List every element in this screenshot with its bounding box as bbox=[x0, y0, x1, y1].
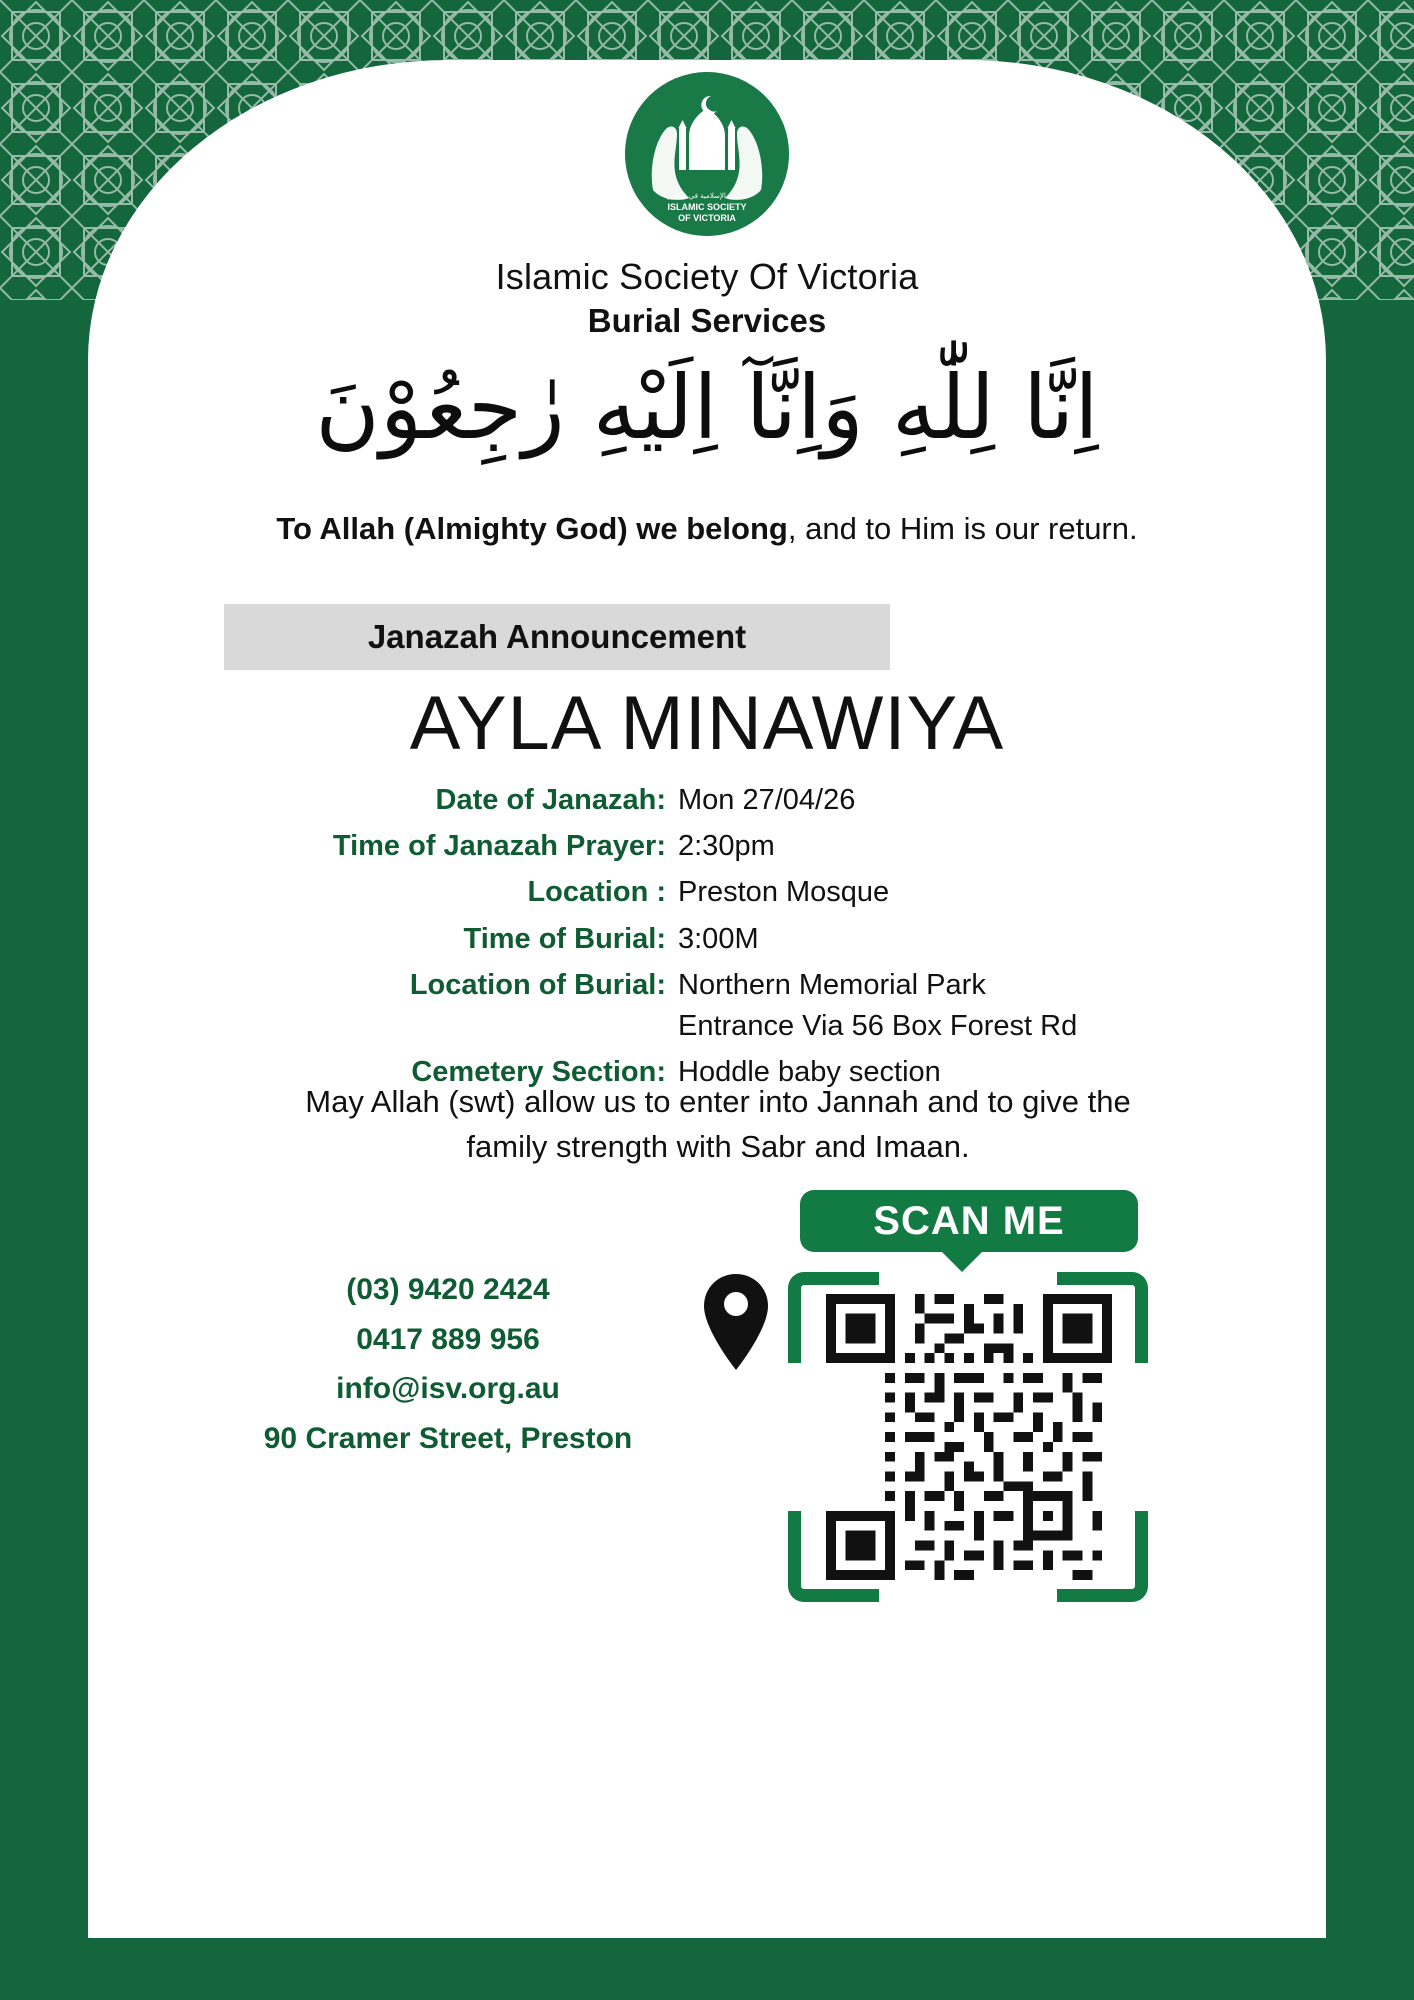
dua-text: May Allah (swt) allow us to enter into Jannah and to give the family strength with Sabr and Imaan. bbox=[305, 1084, 1131, 1164]
isv-logo bbox=[625, 72, 789, 236]
banner-label: Janazah Announcement bbox=[367, 618, 747, 655]
contact-email[interactable]: info@isv.org.au bbox=[336, 1372, 560, 1405]
qr-frame bbox=[788, 1272, 1148, 1602]
contact-phone-primary[interactable]: (03) 9420 2424 bbox=[346, 1273, 550, 1306]
verse-translation-rest: , and to Him is our return. bbox=[787, 511, 1138, 546]
verse-translation-bold: To Allah (Almighty God) we belong bbox=[276, 511, 788, 546]
verse-translation bbox=[198, 507, 1216, 551]
detail-label-cemetery-section: Cemetery Section: bbox=[411, 1056, 666, 1089]
scan-me-label: SCAN ME bbox=[873, 1198, 1065, 1243]
detail-label-location: Location : bbox=[527, 876, 666, 909]
map-pin-icon bbox=[700, 1272, 772, 1372]
service-subtitle: Burial Services bbox=[587, 302, 827, 339]
detail-value-location: Preston Mosque bbox=[678, 876, 890, 909]
svg-text:OF VICTORIA: OF VICTORIA bbox=[678, 213, 736, 223]
scan-me-pointer bbox=[940, 1250, 984, 1272]
scan-me-block[interactable] bbox=[788, 1190, 1148, 1610]
burial-location-line2: Entrance Via 56 Box Forest Rd bbox=[678, 1009, 1078, 1042]
detail-row bbox=[184, 826, 1244, 867]
contact-phone-mobile[interactable]: 0417 889 956 bbox=[356, 1322, 540, 1356]
detail-value-burial-time: 3:00M bbox=[678, 922, 759, 955]
detail-value-burial-location bbox=[678, 965, 1244, 1047]
detail-value-prayer-time: 2:30pm bbox=[678, 830, 775, 863]
detail-label-date: Date of Janazah: bbox=[435, 784, 666, 816]
contact-block bbox=[188, 1265, 708, 1463]
contact-address: 90 Cramer Street, Preston bbox=[263, 1421, 633, 1455]
detail-value-date: Mon 27/04/26 bbox=[678, 784, 856, 816]
qr-code[interactable] bbox=[826, 1290, 1112, 1584]
arabic-verse: اِنَّا لِلّٰهِ وَاِنَّآ اِلَيْهِ رٰجِعُوْنَ bbox=[315, 356, 1099, 459]
scan-me-badge bbox=[800, 1190, 1138, 1252]
burial-location-line1: Northern Memorial Park bbox=[678, 968, 986, 1001]
svg-text:الجمعية الإسلامية في فيكتوريا: الجمعية الإسلامية في فيكتوريا bbox=[664, 192, 750, 200]
janazah-announcement-banner bbox=[224, 604, 890, 670]
detail-row bbox=[184, 919, 1244, 960]
detail-label-burial-location: Location of Burial: bbox=[409, 968, 666, 1001]
detail-row bbox=[184, 965, 1244, 1047]
detail-value-cemetery-section: Hoddle baby section bbox=[678, 1056, 941, 1089]
janazah-details bbox=[184, 780, 1244, 1098]
deceased-name: AYLA MINAWIYA bbox=[409, 681, 1005, 766]
detail-row bbox=[184, 872, 1244, 913]
organisation-name: Islamic Society Of Victoria bbox=[495, 256, 919, 297]
detail-row bbox=[184, 780, 1244, 821]
detail-label-prayer-time: Time of Janazah Prayer: bbox=[332, 830, 666, 863]
svg-text:ISLAMIC SOCIETY: ISLAMIC SOCIETY bbox=[667, 202, 747, 212]
poster-card bbox=[88, 60, 1326, 1938]
detail-label-burial-time: Time of Burial: bbox=[463, 922, 666, 955]
